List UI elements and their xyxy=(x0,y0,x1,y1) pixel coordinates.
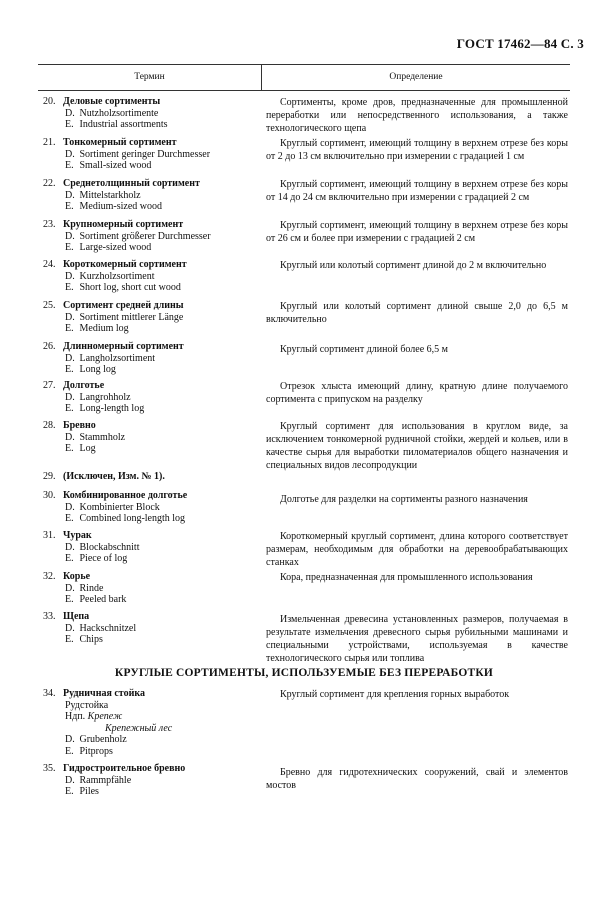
term-english: E. Medium log xyxy=(65,323,129,334)
term-block xyxy=(43,178,258,213)
column-header-definition: Определение xyxy=(389,72,443,82)
term-german: D. Mittelstarkholz xyxy=(65,189,141,201)
term-block xyxy=(43,137,258,172)
term-number: 31. xyxy=(43,530,56,541)
term-english: E. Piles xyxy=(65,786,99,797)
term-number: 20. xyxy=(43,96,56,107)
term-name: Среднетолщинный сортимент xyxy=(63,178,200,189)
term-name: Комбинированное долготье xyxy=(63,490,188,501)
term-english: E. Combined long-length log xyxy=(65,513,186,524)
term-english: E. Small-sized wood xyxy=(65,160,152,171)
term-german: D. Blockabschnitt xyxy=(65,541,140,553)
term-block xyxy=(43,611,258,646)
term-number: 35. xyxy=(43,763,56,774)
term-number: 32. xyxy=(43,571,56,582)
term-name: Долготье xyxy=(63,380,105,391)
ndp-label: Ндп. xyxy=(65,711,86,722)
term-number: 23. xyxy=(43,219,56,230)
term-name: Тонкомерный сортимент xyxy=(63,137,177,148)
term-definition: Круглый сортимент, имеющий толщину в верхнем отрезе без коры от 26 см и более при измерении с градацией 2 см xyxy=(266,220,568,244)
term-name: Сортимент средней длины xyxy=(63,300,184,311)
ndp-term-2: Крепежный лес xyxy=(105,722,173,734)
term-german: D. Sortiment größerer Durchmesser xyxy=(65,230,211,242)
term-german: D. Stammholz xyxy=(65,431,126,443)
term-definition: Круглый сортимент длиной более 6,5 м xyxy=(280,344,448,355)
term-block xyxy=(43,380,258,415)
term-name: Щепа xyxy=(63,611,90,622)
table-header-rule xyxy=(38,90,570,91)
term-block xyxy=(43,530,258,565)
term-english: E. Industrial assortments xyxy=(65,119,168,130)
term-number: 27. xyxy=(43,380,56,391)
term-definition: Измельченная древесина установленных размеров, получаемая в результате измельчения древесного сырья рубильными машинами и специальными устройствами, используемая в качестве технологического сырья или топлива xyxy=(266,614,568,664)
term-block xyxy=(43,300,258,335)
term-block xyxy=(43,259,258,294)
term-english: E. Large-sized wood xyxy=(65,242,152,253)
term-english: E. Log xyxy=(65,443,96,454)
term-block xyxy=(43,571,258,606)
table-top-rule xyxy=(38,64,570,65)
column-header-term: Термин xyxy=(134,72,165,82)
term-definition: Круглый сортимент, имеющий толщину в верхнем отрезе без коры от 14 до 24 см включительно при измерении с градацией 2 см xyxy=(266,179,568,203)
term-english: E. Piece of log xyxy=(65,553,128,564)
term-not-allowed xyxy=(43,711,258,723)
term-block xyxy=(43,219,258,254)
term-block xyxy=(43,688,258,757)
term-german: D. Langholzsortiment xyxy=(65,352,156,364)
term-number: 34. xyxy=(43,688,56,699)
term-english: E. Short log, short cut wood xyxy=(65,282,181,293)
term-block xyxy=(43,96,258,131)
term-english: E. Chips xyxy=(65,634,103,645)
term-definition: Круглый сортимент для использования в круглом виде, за исключением тонкомерной рудничной стойки, жердей и кольев, или в качестве сырья для выработки пиломатериалов общего назначения и специальных видов лесопродукции xyxy=(266,421,568,471)
term-name: Короткомерный сортимент xyxy=(63,259,187,270)
term-block xyxy=(43,763,258,798)
term-name: Гидростроительное бревно xyxy=(63,763,186,774)
term-german: D. Kurzholzsortiment xyxy=(65,270,155,282)
term-english: E. Long log xyxy=(65,364,116,375)
term-definition: Круглый сортимент для крепления горных выработок xyxy=(280,689,510,700)
term-definition: Долготье для разделки на сортименты разного назначения xyxy=(280,494,528,505)
term-number: 26. xyxy=(43,341,56,352)
term-number: 22. xyxy=(43,178,56,189)
term-number: 30. xyxy=(43,490,56,501)
term-definition: Круглый или колотый сортимент длиной до 2 м включительно xyxy=(280,260,547,271)
term-name: Корье xyxy=(63,571,91,582)
term-name: Чурак xyxy=(63,530,92,541)
term-name: Бревно xyxy=(63,420,96,431)
section-heading: КРУГЛЫЕ СОРТИМЕНТЫ, ИСПОЛЬЗУЕМЫЕ БЕЗ ПЕРЕРАБОТКИ xyxy=(114,667,494,679)
term-synonym: Рудстойка xyxy=(65,699,109,711)
term-english: E. Pitprops xyxy=(65,745,113,757)
term-english: E. Long-length log xyxy=(65,403,145,414)
term-german: D. Kombinierter Block xyxy=(65,501,160,513)
term-block xyxy=(43,471,258,483)
term-english: E. Peeled bark xyxy=(65,594,127,605)
term-german: D. Hackschnitzel xyxy=(65,622,137,634)
term-german: D. Sortiment mittlerer Länge xyxy=(65,311,184,323)
term-german: D. Nutzholzsortimente xyxy=(65,107,159,119)
ndp-term-1: Крепеж xyxy=(87,711,123,722)
term-english: E. Medium-sized wood xyxy=(65,201,162,212)
term-definition: Бревно для гидротехнических сооружений, свай и элементов мостов xyxy=(266,767,568,791)
term-number: 24. xyxy=(43,259,56,270)
term-name: Длинномерный сортимент xyxy=(63,341,184,352)
term-definition: Отрезок хлыста имеющий длину, кратную длине получаемого сортимента с припуском на разделку xyxy=(266,381,568,405)
term-number: 29. xyxy=(43,471,56,482)
term-definition: Сортименты, кроме дров, предназначенные для промышленной переработки или непосредственного использования, а также технологического щепа xyxy=(266,97,568,134)
term-definition: Круглый сортимент, имеющий толщину в верхнем отрезе без коры от 2 до 13 см включительно при измерении с градацией 1 см xyxy=(266,138,568,162)
term-german: D. Grubenholz xyxy=(65,734,127,745)
term-german: D. Sortiment geringer Durchmesser xyxy=(65,148,211,160)
term-number: 28. xyxy=(43,420,56,431)
term-name: Деловые сортименты xyxy=(63,96,161,107)
term-german: D. Rinde xyxy=(65,582,104,594)
term-name: (Исключен, Изм. № 1). xyxy=(63,471,165,482)
term-german: D. Rammpfähle xyxy=(65,774,132,786)
page-header: ГОСТ 17462—84 С. 3 xyxy=(456,36,584,51)
term-definition: Круглый или колотый сортимент длиной свыше 2,0 до 6,5 м включительно xyxy=(266,301,568,325)
term-block xyxy=(43,341,258,376)
term-number: 25. xyxy=(43,300,56,311)
term-german: D. Langrohholz xyxy=(65,391,131,403)
term-block xyxy=(43,490,258,525)
term-number: 33. xyxy=(43,611,56,622)
term-block xyxy=(43,420,258,455)
term-definition: Короткомерный круглый сортимент, длина которого соответствует размерам, необходимым для обработки на деревообрабатывающих станках xyxy=(266,531,568,568)
term-number: 21. xyxy=(43,137,56,148)
term-definition: Кора, предназначенная для промышленного использования xyxy=(280,572,533,583)
term-name: Крупномерный сортимент xyxy=(63,219,184,230)
term-name: Рудничная стойка xyxy=(63,688,145,699)
